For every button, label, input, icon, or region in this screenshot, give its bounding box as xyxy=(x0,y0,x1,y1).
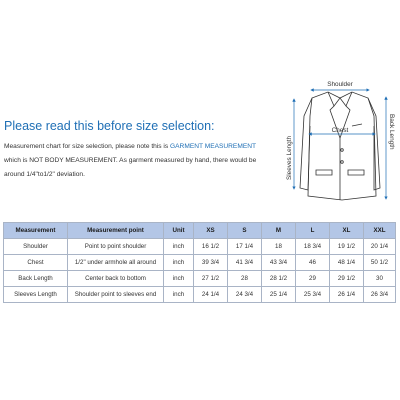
notice-line-1-text: Measurement chart for size selection, please note this is xyxy=(4,143,171,150)
table-header-row xyxy=(4,223,396,239)
sleeves-length-label: Sleeves Length xyxy=(286,135,293,180)
header-size-xl: XL xyxy=(330,223,364,239)
cell-measurement: Shoulder xyxy=(4,239,68,255)
cell-unit: inch xyxy=(164,271,194,287)
header-size-xs: XS xyxy=(194,223,228,239)
size-chart-table xyxy=(3,222,396,303)
cell-measurement: Chest xyxy=(4,255,68,271)
table-row xyxy=(4,271,396,287)
table-row xyxy=(4,287,396,303)
header-size-l: L xyxy=(296,223,330,239)
notice-title: Please read this before size selection: xyxy=(4,119,215,133)
notice-line-3: around 1/4"to1/2" deviation. xyxy=(4,171,85,178)
cell-xxl: 50 1/2 xyxy=(364,255,396,271)
cell-measurement-point: 1/2" under armhole all around xyxy=(68,255,164,271)
header-measurement-point: Measurement point xyxy=(68,223,164,239)
cell-xxl: 26 3/4 xyxy=(364,287,396,303)
back-length-label: Back Length xyxy=(388,114,395,150)
table-row xyxy=(4,239,396,255)
cell-xl: 48 1/4 xyxy=(330,255,364,271)
cell-m: 28 1/2 xyxy=(262,271,296,287)
cell-xxl: 20 1/4 xyxy=(364,239,396,255)
garment-measurement-highlight: GARMENT MEASUREMENT xyxy=(170,143,257,150)
notice-line-2: which is NOT BODY MEASUREMENT. As garment measured by hand, there would be xyxy=(4,157,257,164)
cell-s: 17 1/4 xyxy=(228,239,262,255)
table-row xyxy=(4,255,396,271)
cell-l: 25 3/4 xyxy=(296,287,330,303)
size-notice xyxy=(4,118,294,182)
shoulder-label: Shoulder xyxy=(327,81,353,88)
jacket-diagram xyxy=(282,76,400,216)
cell-xs: 39 3/4 xyxy=(194,255,228,271)
chest-label: Chest xyxy=(331,127,349,134)
cell-m: 18 xyxy=(262,239,296,255)
cell-unit: inch xyxy=(164,255,194,271)
cell-measurement: Back Length xyxy=(4,271,68,287)
cell-xl: 29 1/2 xyxy=(330,271,364,287)
cell-unit: inch xyxy=(164,287,194,303)
cell-s: 28 xyxy=(228,271,262,287)
jacket-illustration xyxy=(282,76,400,216)
notice-line-1 xyxy=(4,140,294,154)
cell-xl: 26 1/4 xyxy=(330,287,364,303)
cell-measurement: Sleeves Length xyxy=(4,287,68,303)
cell-l: 46 xyxy=(296,255,330,271)
cell-l: 29 xyxy=(296,271,330,287)
cell-xl: 19 1/2 xyxy=(330,239,364,255)
header-size-m: M xyxy=(262,223,296,239)
cell-xxl: 30 xyxy=(364,271,396,287)
cell-measurement-point: Center back to bottom xyxy=(68,271,164,287)
header-unit: Unit xyxy=(164,223,194,239)
cell-xs: 24 1/4 xyxy=(194,287,228,303)
header-measurement: Measurement xyxy=(4,223,68,239)
cell-m: 25 1/4 xyxy=(262,287,296,303)
cell-xs: 27 1/2 xyxy=(194,271,228,287)
cell-s: 41 3/4 xyxy=(228,255,262,271)
cell-unit: inch xyxy=(164,239,194,255)
header-size-xxl: XXL xyxy=(364,223,396,239)
cell-m: 43 3/4 xyxy=(262,255,296,271)
cell-s: 24 3/4 xyxy=(228,287,262,303)
jacket-outline xyxy=(300,92,380,200)
cell-l: 18 3/4 xyxy=(296,239,330,255)
header-size-s: S xyxy=(228,223,262,239)
cell-measurement-point: Point to point shoulder xyxy=(68,239,164,255)
cell-xs: 16 1/2 xyxy=(194,239,228,255)
cell-measurement-point: Shoulder point to sleeves end xyxy=(68,287,164,303)
